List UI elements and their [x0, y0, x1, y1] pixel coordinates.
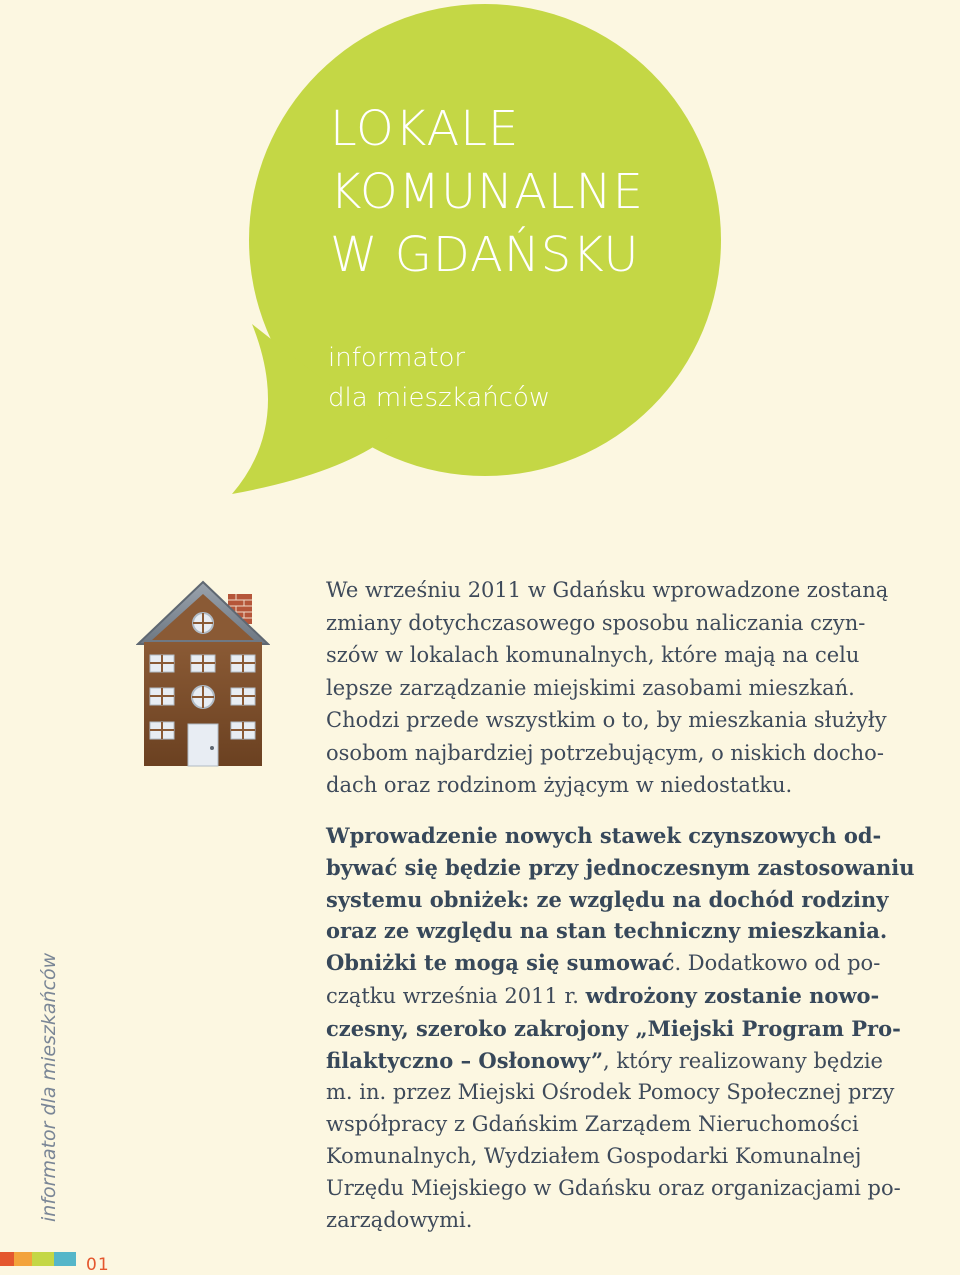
plain-phrase: , który realizowany będzie: [603, 1048, 883, 1073]
bold-phrase: wdrożony zostanie nowo-: [585, 982, 880, 1008]
page-title: [330, 98, 710, 287]
color-bar-segment: [54, 1252, 76, 1266]
intro-line: osobom najbardziej potrzebującym, o niskich docho-: [326, 740, 884, 765]
intro-line: lepsze zarządzanie miejskimi zasobami mieszkań.: [326, 675, 855, 700]
body-line: [326, 980, 956, 1013]
color-bar-segment: [14, 1252, 32, 1266]
body-line: Komunalnych, Wydziałem Gospodarki Komunalnej: [326, 1143, 862, 1168]
plain-phrase: czątku września 2011 r.: [326, 983, 586, 1008]
color-bar: [0, 1252, 76, 1266]
plain-phrase: . Dodatkowo od po-: [674, 951, 881, 976]
body-line: [326, 1045, 956, 1078]
title-line-2: KOMUNALNE: [330, 164, 644, 220]
title-line-1: LOKALE: [330, 101, 520, 157]
body-line: Urzędu Miejskiego w Gdańsku oraz organizacjami po-: [326, 1175, 901, 1200]
body-line: czesny, szeroko zakrojony „Miejski Program Pro-: [326, 1015, 901, 1041]
intro-line: Chodzi przede wszystkim o to, by mieszkania służyły: [326, 708, 887, 732]
intro-line: zmiany dotychczasowego sposobu naliczania czyn-: [326, 610, 866, 635]
body-line: oraz ze względu na stan techniczny mieszkania.: [326, 918, 888, 944]
house-icon: [136, 578, 270, 768]
bold-phrase: filaktyczno – Osłonowy”: [326, 1047, 604, 1073]
page-subtitle: [328, 338, 628, 418]
body-line: zarządowymi.: [326, 1207, 473, 1232]
intro-paragraph: [326, 574, 952, 802]
subtitle-line-2: dla mieszkańców: [328, 383, 551, 413]
body-line: współpracy z Gdańskim Zarządem Nieruchomości: [326, 1112, 859, 1137]
bold-phrase: Obniżki te mogą się sumować: [326, 950, 675, 976]
body-line: m. in. przez Miejski Ośrodek Pomocy Społecznej przy: [326, 1080, 895, 1105]
intro-line: We wrześniu 2011 w Gdańsku wprowadzone zostaną: [326, 578, 889, 602]
color-bar-segment: [32, 1252, 54, 1266]
body-line: Wprowadzenie nowych stawek czynszowych od-: [326, 823, 882, 848]
side-label: informator dla mieszkańców: [38, 952, 60, 1222]
page-number: 01: [86, 1255, 110, 1275]
body-paragraph: [326, 820, 956, 1236]
color-bar-segment: [0, 1252, 14, 1266]
body-line: systemu obniżek: ze względu na dochód rodziny: [326, 886, 889, 912]
body-line: bywać się będzie przy jednoczesnym zastosowaniu: [326, 854, 915, 880]
intro-line: dach oraz rodzinom żyjącym w niedostatku.: [326, 773, 793, 797]
intro-line: szów w lokalach komunalnych, które mają na celu: [326, 643, 860, 667]
body-line: [326, 947, 956, 980]
subtitle-line-1: informator: [328, 343, 466, 373]
title-line-3: W GDAŃSKU: [330, 227, 640, 283]
